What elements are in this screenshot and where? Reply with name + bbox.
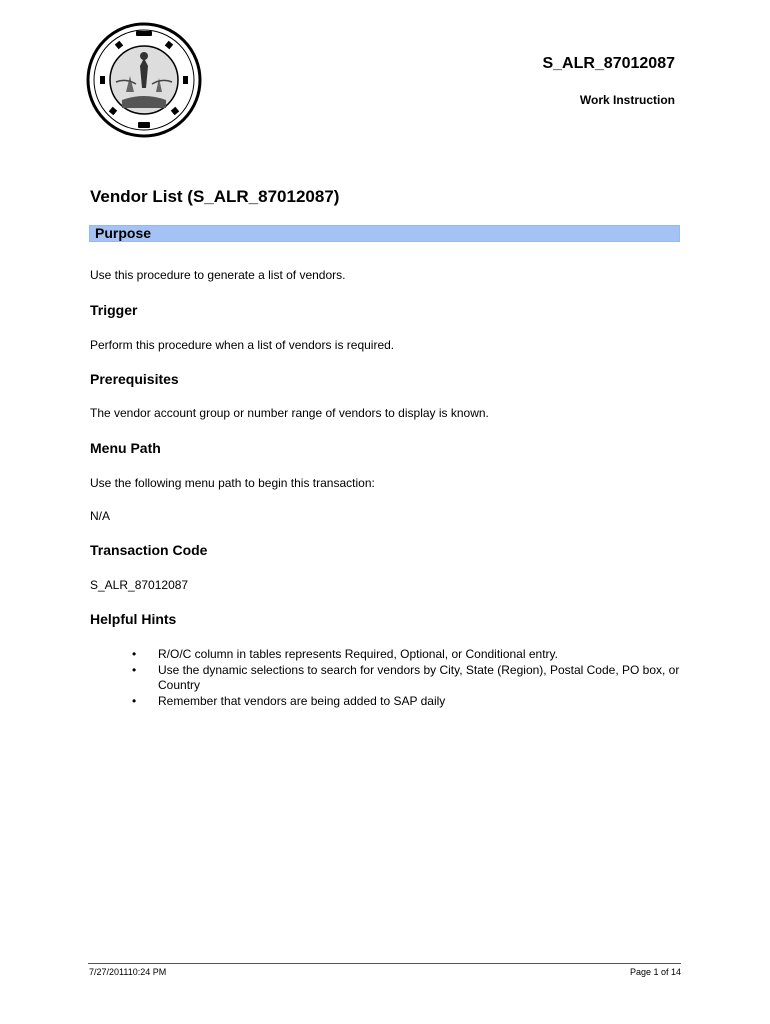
footer-page-number: Page 1 of 14 [629,967,681,977]
hint-text: R/O/C column in tables represents Required, Optional, or Conditional entry. [158,647,558,661]
footer-divider [88,963,681,964]
helpful-hints-heading: Helpful Hints [90,611,177,627]
list-item [122,647,682,662]
menu-path-value: N/A [90,509,111,523]
list-item [122,663,682,693]
document-code: S_ALR_87012087 [542,55,675,72]
city-seal-icon [86,22,202,138]
bullet-icon: • [132,663,137,677]
helpful-hints-list [122,647,682,710]
list-item [122,694,682,709]
menu-path-text: Use the following menu path to begin this transaction: [90,476,375,490]
transaction-code-value: S_ALR_87012087 [90,578,189,592]
hint-text: Use the dynamic selections to search for vendors by City, State (Region), Postal Code, PO box, or Country [158,663,680,692]
bullet-icon: • [132,647,137,661]
trigger-text: Perform this procedure when a list of vendors is required. [90,338,395,352]
purpose-text: Use this procedure to generate a list of vendors. [90,268,346,282]
prerequisites-text: The vendor account group or number range of vendors to display is known. [90,406,489,420]
trigger-heading: Trigger [90,302,138,318]
purpose-heading-bar [89,225,680,242]
hint-text: Remember that vendors are being added to SAP daily [158,694,446,708]
document-type: Work Instruction [579,93,675,107]
prerequisites-heading: Prerequisites [90,371,179,387]
transaction-code-heading: Transaction Code [90,542,208,558]
footer-timestamp: 7/27/201110:24 PM [89,967,167,977]
page-title: Vendor List (S_ALR_87012087) [90,187,340,206]
menu-path-heading: Menu Path [90,440,161,456]
bullet-icon: • [132,694,137,708]
purpose-heading: Purpose [95,225,152,241]
